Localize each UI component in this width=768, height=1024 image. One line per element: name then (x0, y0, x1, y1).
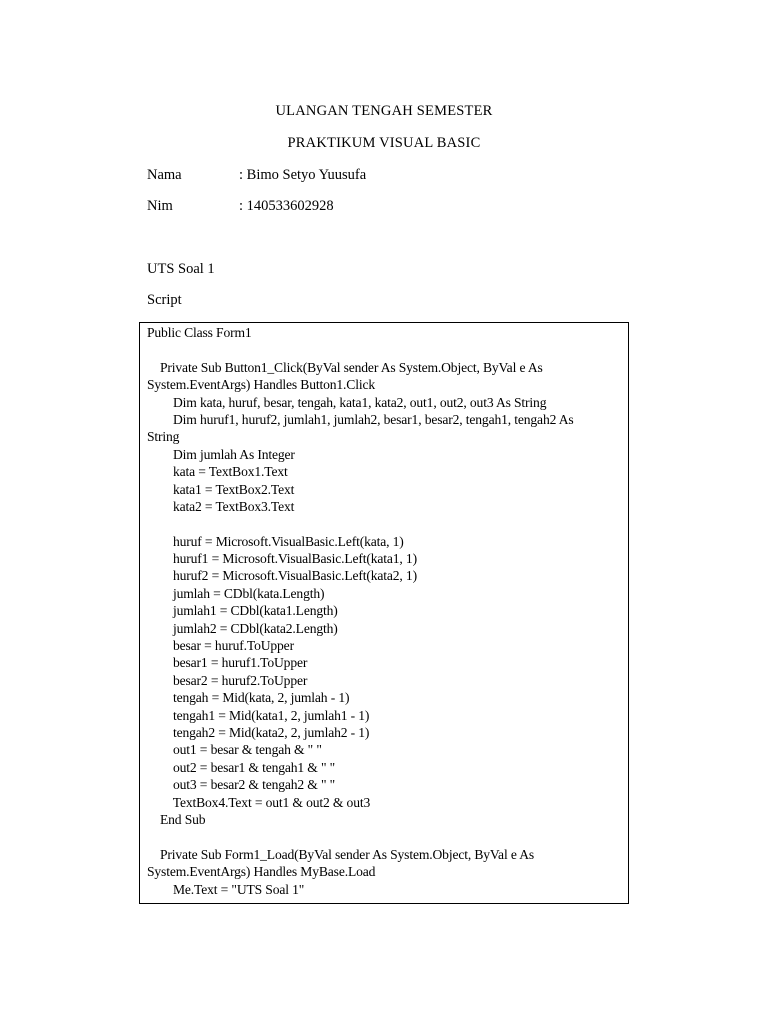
code-line: End Sub (147, 811, 206, 827)
document-title: ULANGAN TENGAH SEMESTER (275, 103, 493, 119)
code-line: tengah2 = Mid(kata2, 2, jumlah2 - 1) (147, 724, 370, 740)
code-line: Public Class Form1 (147, 325, 252, 340)
code-line (147, 828, 622, 845)
code-line: Private Sub Button1_Click(ByVal sender As System.Object, ByVal e As (147, 359, 543, 375)
code-line (147, 341, 622, 358)
code-line: besar1 = huruf1.ToUpper (147, 655, 308, 671)
code-line: String (147, 429, 180, 445)
code-line: Dim kata, huruf, besar, tengah, kata1, kata2, out1, out2, out3 As String (147, 394, 547, 410)
nim-value: : 140533602928 (239, 198, 334, 214)
code-line: out3 = besar2 & tengah2 & " " (147, 777, 336, 793)
code-line: Dim huruf1, huruf2, jumlah1, jumlah2, besar1, besar2, tengah1, tengah2 As (147, 411, 574, 427)
code-block (139, 322, 629, 904)
code-line: kata = TextBox1.Text (147, 464, 288, 480)
code-line: huruf2 = Microsoft.VisualBasic.Left(kata2, 1) (147, 568, 417, 584)
code-line: out1 = besar & tengah & " " (147, 742, 322, 758)
nim-label: Nim (147, 198, 173, 214)
code-line: tengah1 = Mid(kata1, 2, jumlah1 - 1) (147, 707, 370, 723)
code-line: kata2 = TextBox3.Text (147, 498, 295, 514)
code-line: jumlah2 = CDbl(kata2.Length) (147, 620, 338, 636)
code-line: Dim jumlah As Integer (147, 446, 295, 462)
section-heading: UTS Soal 1 (147, 261, 215, 277)
code-lines (147, 324, 622, 898)
code-line: besar2 = huruf2.ToUpper (147, 672, 308, 688)
code-line: besar = huruf.ToUpper (147, 638, 294, 654)
script-label: Script (147, 292, 182, 308)
code-line (147, 515, 622, 532)
code-line: jumlah1 = CDbl(kata1.Length) (147, 603, 338, 619)
code-line: jumlah = CDbl(kata.Length) (147, 585, 325, 601)
code-line: Private Sub Form1_Load(ByVal sender As System.Object, ByVal e As (147, 846, 535, 862)
name-value: : Bimo Setyo Yuusufa (239, 167, 367, 183)
code-line: out2 = besar1 & tengah1 & " " (147, 759, 336, 775)
name-label: Nama (147, 167, 182, 183)
code-line: Me.Text = "UTS Soal 1" (147, 881, 305, 897)
code-line: huruf1 = Microsoft.VisualBasic.Left(kata1, 1) (147, 551, 417, 567)
document-subtitle: PRAKTIKUM VISUAL BASIC (287, 135, 481, 151)
code-line: TextBox4.Text = out1 & out2 & out3 (147, 794, 371, 810)
code-line: System.EventArgs) Handles Button1.Click (147, 377, 375, 393)
code-line: huruf = Microsoft.VisualBasic.Left(kata, 1) (147, 533, 404, 549)
code-line: kata1 = TextBox2.Text (147, 481, 295, 497)
code-line: System.EventArgs) Handles MyBase.Load (147, 864, 376, 880)
code-line: tengah = Mid(kata, 2, jumlah - 1) (147, 690, 350, 706)
